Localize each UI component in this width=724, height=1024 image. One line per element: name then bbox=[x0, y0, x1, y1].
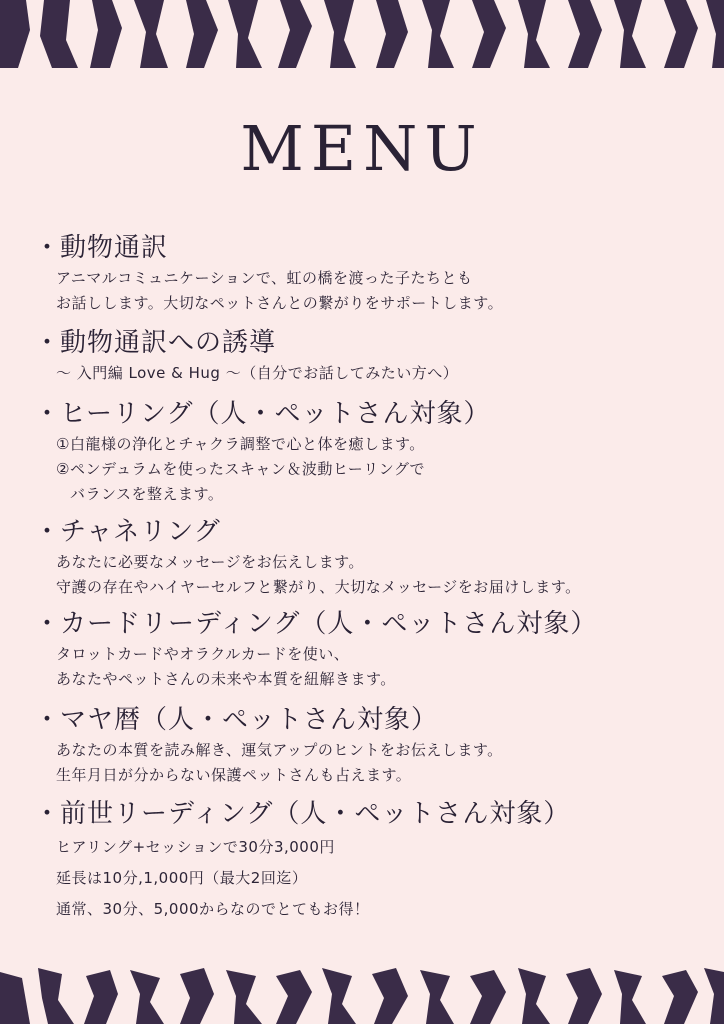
item-desc: タロットカードやオラクルカードを使い、 bbox=[56, 645, 350, 663]
bottom-zebra-border bbox=[0, 964, 724, 1024]
item-title-text: 動物通訳 bbox=[60, 233, 169, 263]
item-title bbox=[34, 608, 704, 640]
item-desc: あなたやペットさんの未来や本質を紐解きます。 bbox=[56, 670, 396, 688]
item-title-text: カードリーディング（人・ペットさん対象） bbox=[60, 609, 598, 639]
zebra-stripes-bottom bbox=[0, 964, 724, 1024]
item-title bbox=[34, 232, 704, 264]
item-desc: ②ペンデュラムを使ったスキャン＆波動ヒーリングで bbox=[56, 460, 425, 478]
item-title bbox=[34, 516, 704, 548]
item-desc: あなたの本質を読み解き、運気アップのヒントをお伝えします。 bbox=[56, 741, 503, 759]
bullet: ・ bbox=[34, 609, 62, 639]
item-title-text: チャネリング bbox=[60, 517, 221, 547]
bullet: ・ bbox=[34, 517, 62, 547]
item-title bbox=[34, 327, 704, 359]
menu-title: MENU bbox=[240, 112, 484, 185]
bullet: ・ bbox=[34, 399, 62, 429]
item-title-text: 前世リーディング（人・ペットさん対象） bbox=[60, 799, 571, 829]
menu-item-guidance bbox=[34, 327, 704, 384]
zebra-stripes-top bbox=[0, 0, 724, 68]
top-zebra-border bbox=[0, 0, 724, 68]
item-desc: お話しします。大切なペットさんとの繋がりをサポートします。 bbox=[56, 294, 504, 312]
bullet: ・ bbox=[34, 799, 62, 829]
item-desc: ～ 入門編 Love & Hug ～（自分でお話してみたい方へ） bbox=[56, 364, 459, 382]
price-line: ヒアリング+セッションで30分3,000円 bbox=[56, 838, 335, 856]
item-desc: ①白龍様の浄化とチャクラ調整で心と体を癒します。 bbox=[56, 435, 425, 453]
menu-item-past-life-reading bbox=[34, 798, 704, 923]
item-title bbox=[34, 798, 704, 830]
item-title-text: ヒーリング（人・ペットさん対象） bbox=[60, 399, 491, 429]
price-line: 通常、30分、5,000からなのでとてもお得！ bbox=[56, 900, 370, 918]
item-desc: 守護の存在やハイヤーセルフと繋がり、大切なメッセージをお届けします。 bbox=[56, 578, 581, 596]
menu-item-card-reading bbox=[34, 608, 704, 690]
item-desc: あなたに必要なメッセージをお伝えします。 bbox=[56, 553, 364, 571]
item-title-text: 動物通訳への誘導 bbox=[60, 328, 277, 358]
bullet: ・ bbox=[34, 705, 62, 735]
item-title-text: マヤ暦（人・ペットさん対象） bbox=[60, 705, 439, 735]
menu-item-channeling bbox=[34, 516, 704, 598]
price-line: 延長は10分,1,000円（最大2回迄） bbox=[56, 869, 308, 887]
bullet: ・ bbox=[34, 328, 62, 358]
item-desc: バランスを整えます。 bbox=[70, 485, 224, 503]
menu-item-healing bbox=[34, 398, 704, 505]
item-desc: 生年月日が分からない保護ペットさんも占えます。 bbox=[56, 766, 412, 784]
menu-item-maya-calendar bbox=[34, 704, 704, 786]
item-title bbox=[34, 398, 704, 430]
item-title bbox=[34, 704, 704, 736]
bullet: ・ bbox=[34, 233, 62, 263]
item-desc: アニマルコミュニケーションで、虹の橋を渡った子たちとも bbox=[56, 269, 473, 287]
menu-item-animal-communication bbox=[34, 232, 704, 314]
